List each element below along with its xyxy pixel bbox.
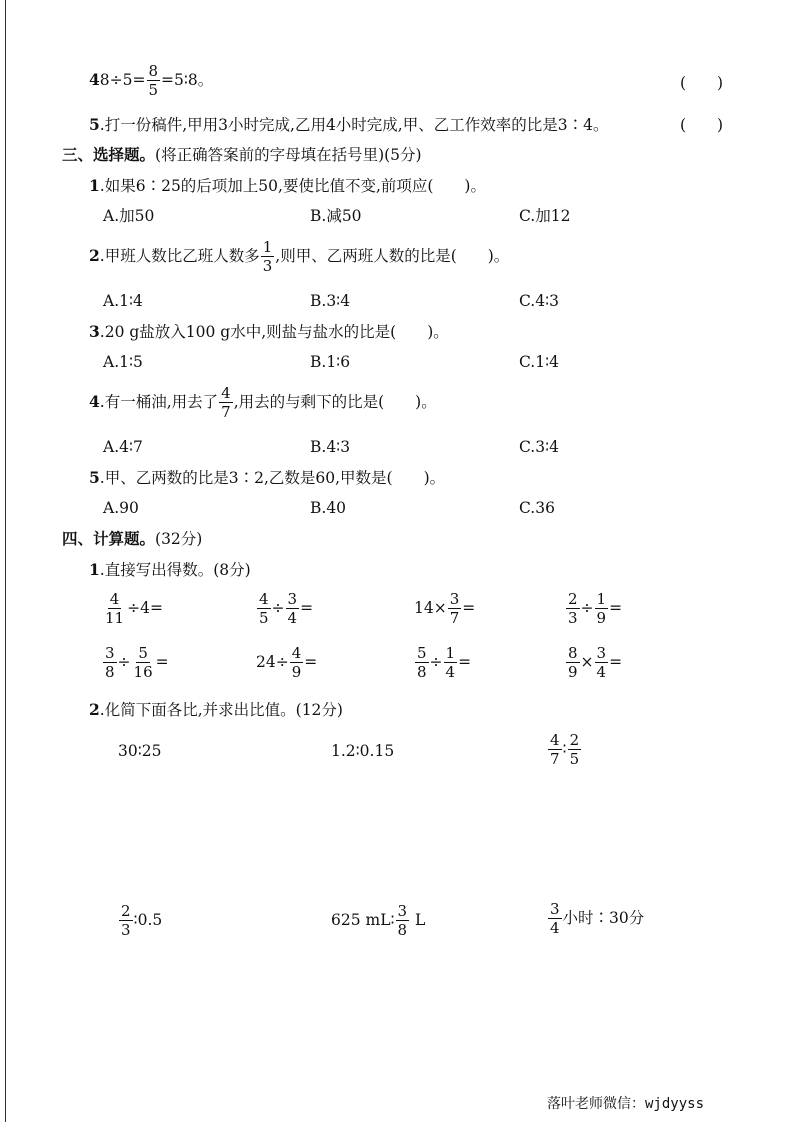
ratio-expression: $\frac{3}{4}$ 小时∶30分: [550, 900, 645, 937]
choice-q5: 5.甲、乙两数的比是3∶2,乙数是60,甲数是( )。: [89, 468, 446, 487]
section-title-calc: 四、计算题。(32分): [62, 529, 203, 548]
expression: 24÷ $\frac{4}{9}$ =: [256, 644, 318, 681]
choice-q4: 4.有一桶油,用去了 $\frac{4}{7}$ ,用去的与剩下的比是( )。: [89, 384, 437, 421]
section-title-choice: 三、选择题。(将正确答案前的字母填在括号里)(5分): [62, 145, 422, 164]
option-b: B.减50: [310, 207, 362, 225]
fraction: $\frac{4}{7}$: [221, 384, 231, 421]
expression: $\frac{4}{11}$ ÷4=: [105, 590, 163, 627]
choice-q1: 1.如果6∶25的后项加上50,要使比值不变,前项应( )。: [89, 176, 486, 195]
judgement-q5: 5.打一份稿件,甲用3小时完成,乙用4小时完成,甲、乙工作效率的比是3∶4。: [89, 115, 609, 134]
ratio-expression: $\frac{2}{3}$ ∶0.5: [121, 902, 163, 939]
expression: $\frac{3}{8}$ ÷ $\frac{5}{16}$ =: [105, 644, 169, 681]
option-c: C.4∶3: [519, 292, 559, 310]
fraction: $\frac{8}{5}$: [148, 62, 159, 99]
option-b: B.40: [310, 499, 347, 517]
watermark-text: 落叶老师微信：wjdyyss: [547, 1096, 705, 1112]
option-b: B.4∶3: [310, 438, 351, 456]
page-left-border: [5, 0, 6, 1122]
ratio-expression: 30∶25: [118, 742, 162, 760]
ratio-expression: 1.2∶0.15: [331, 742, 395, 760]
option-a: A.加50: [103, 207, 155, 225]
choice-q3: 3.20 g盐放入100 g水中,则盐与盐水的比是( )。: [89, 322, 449, 341]
ratio-expression: 625 mL∶ $\frac{3}{8}$ L: [331, 902, 426, 939]
option-c: C.1∶4: [519, 353, 559, 371]
option-a: A.90: [103, 499, 139, 517]
option-b: B.3∶4: [310, 292, 351, 310]
expression: $\frac{2}{3}$ ÷ $\frac{1}{9}$ =: [568, 590, 623, 627]
expression: $\frac{8}{9}$ × $\frac{3}{4}$ =: [568, 644, 623, 681]
expression: $\frac{5}{8}$ ÷ $\frac{1}{4}$ =: [417, 644, 472, 681]
option-a: A.4∶7: [103, 438, 143, 456]
option-c: C.加12: [519, 207, 571, 225]
option-a: A.1∶5: [103, 353, 143, 371]
answer-bracket[interactable]: ( ): [680, 116, 724, 134]
option-a: A.1∶4: [103, 292, 143, 310]
expression: $\frac{4}{5}$ ÷ $\frac{3}{4}$ =: [259, 590, 314, 627]
calc-part-2: 2.化简下面各比,并求出比值。(12分): [89, 700, 343, 719]
option-c: C.36: [519, 499, 555, 517]
expression: 14× $\frac{3}{7}$ =: [414, 590, 476, 627]
calc-part-1: 1.直接写出得数。(8分): [89, 560, 251, 579]
fraction: $\frac{1}{3}$: [262, 238, 273, 275]
choice-q2: 2.甲班人数比乙班人数多 $\frac{1}{3}$ ,则甲、乙两班人数的比是( )。: [89, 238, 510, 275]
answer-bracket[interactable]: ( ): [680, 74, 724, 92]
ratio-expression: $\frac{4}{7}$ ∶ $\frac{2}{5}$: [550, 731, 580, 768]
option-b: B.1∶6: [310, 353, 351, 371]
judgement-q4: 48÷5= $\frac{8}{5}$ =5∶8。: [89, 62, 214, 99]
option-c: C.3∶4: [519, 438, 559, 456]
